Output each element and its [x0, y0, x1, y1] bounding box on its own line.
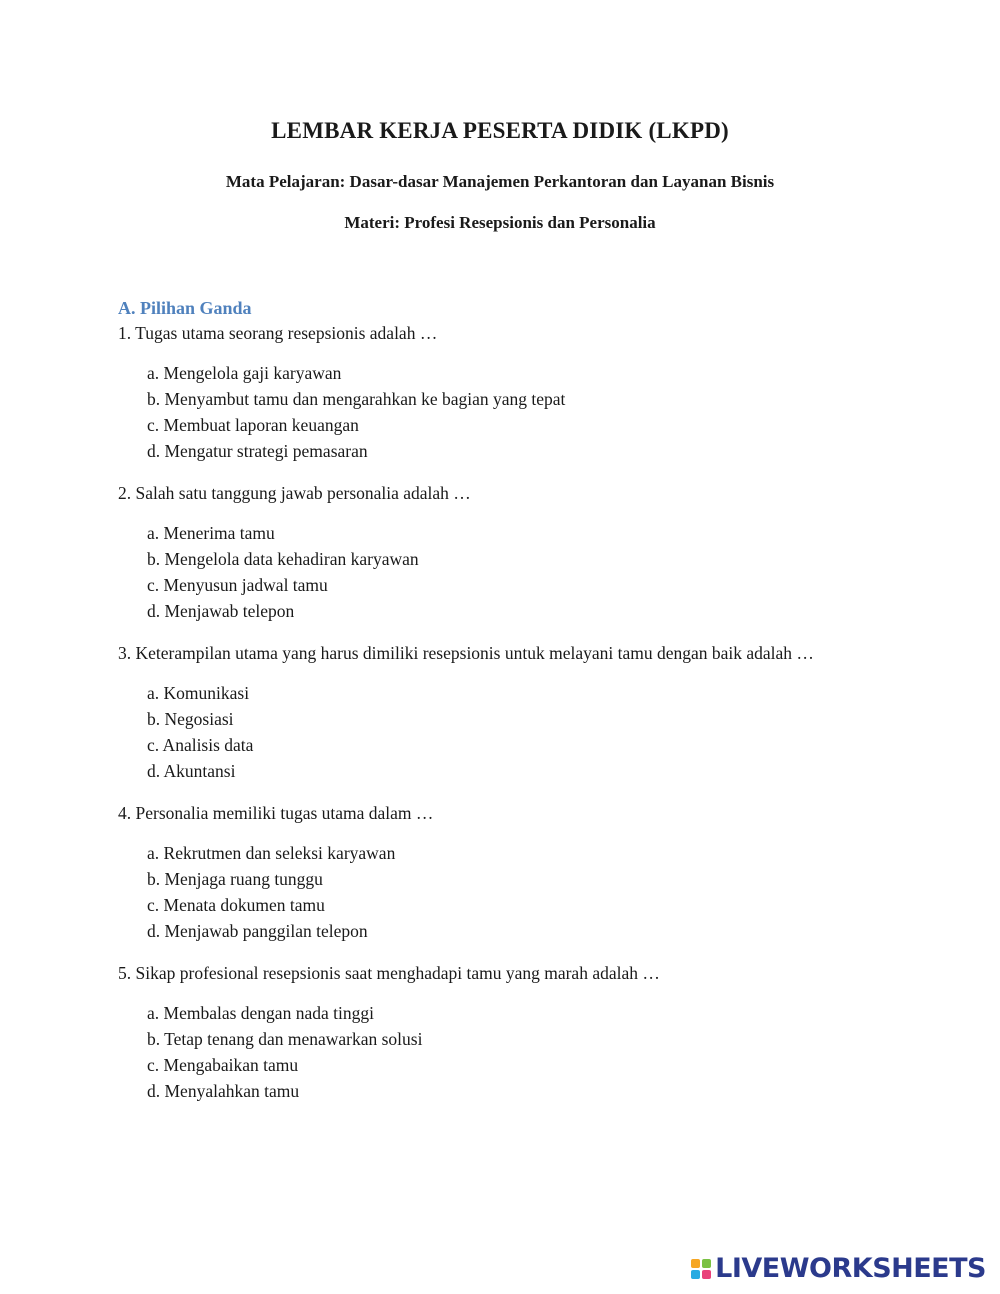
option-a[interactable]: a. Membalas dengan nada tinggi	[147, 1003, 374, 1023]
option-d[interactable]: d. Menjawab panggilan telepon	[147, 921, 368, 941]
question-text: 3. Keterampilan utama yang harus dimiliki resepsionis untuk melayani tamu dengan baik adalah …	[118, 643, 814, 663]
question-4	[118, 800, 838, 944]
multiple-choice-section	[118, 296, 838, 1120]
brand-wordmark: LIVEWORKSHEETS	[715, 1253, 986, 1284]
liveworksheets-brand[interactable]	[691, 1254, 986, 1284]
option-c[interactable]: c. Menata dokumen tamu	[147, 895, 325, 915]
option-c[interactable]: c. Menyusun jadwal tamu	[147, 575, 328, 595]
question-text: 1. Tugas utama seorang resepsionis adalah …	[118, 323, 438, 343]
option-b[interactable]: b. Menjaga ruang tunggu	[147, 869, 323, 889]
option-d[interactable]: d. Menjawab telepon	[147, 601, 295, 621]
topic-line: Materi: Profesi Resepsionis dan Personalia	[344, 213, 656, 232]
option-list	[118, 360, 838, 464]
option-list	[118, 1000, 838, 1104]
question-2	[118, 480, 838, 624]
option-d[interactable]: d. Mengatur strategi pemasaran	[147, 441, 368, 461]
option-c[interactable]: c. Mengabaikan tamu	[147, 1055, 299, 1075]
page-title: LEMBAR KERJA PESERTA DIDIK (LKPD)	[271, 118, 729, 143]
option-b[interactable]: b. Menyambut tamu dan mengarahkan ke bagian yang tepat	[147, 389, 566, 409]
question-text: 2. Salah satu tanggung jawab personalia adalah …	[118, 483, 471, 503]
option-a[interactable]: a. Menerima tamu	[147, 523, 275, 543]
question-1	[118, 320, 838, 464]
liveworksheets-logo-icon	[691, 1259, 711, 1279]
option-d[interactable]: d. Akuntansi	[147, 761, 236, 781]
option-a[interactable]: a. Komunikasi	[147, 683, 250, 703]
option-list	[118, 840, 838, 944]
option-a[interactable]: a. Rekrutmen dan seleksi karyawan	[147, 843, 396, 863]
question-text: 5. Sikap profesional resepsionis saat menghadapi tamu yang marah adalah …	[118, 963, 660, 983]
option-b[interactable]: b. Negosiasi	[147, 709, 234, 729]
section-heading: A. Pilihan Ganda	[118, 298, 252, 318]
option-list	[118, 680, 838, 784]
option-a[interactable]: a. Mengelola gaji karyawan	[147, 363, 342, 383]
option-d[interactable]: d. Menyalahkan tamu	[147, 1081, 300, 1101]
question-3	[118, 640, 838, 784]
option-b[interactable]: b. Mengelola data kehadiran karyawan	[147, 549, 419, 569]
subject-line: Mata Pelajaran: Dasar-dasar Manajemen Perkantoran dan Layanan Bisnis	[225, 172, 775, 191]
question-text: 4. Personalia memiliki tugas utama dalam …	[118, 803, 434, 823]
option-list	[118, 520, 838, 624]
option-c[interactable]: c. Analisis data	[147, 735, 254, 755]
option-b[interactable]: b. Tetap tenang dan menawarkan solusi	[147, 1029, 423, 1049]
option-c[interactable]: c. Membuat laporan keuangan	[147, 415, 359, 435]
question-5	[118, 960, 838, 1104]
